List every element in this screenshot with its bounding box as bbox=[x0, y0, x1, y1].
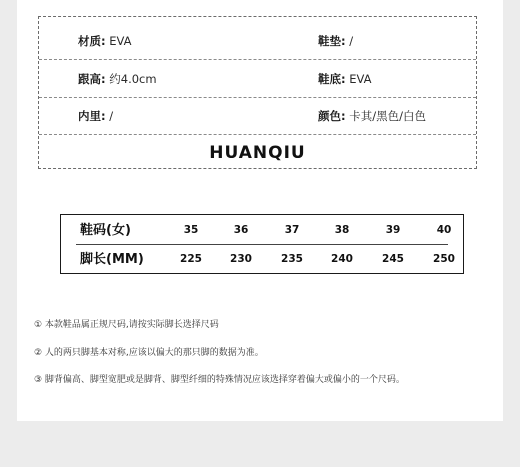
spec-lining bbox=[78, 98, 113, 135]
size-cell: 225 bbox=[180, 253, 202, 265]
size-cell: 37 bbox=[284, 224, 300, 236]
size-note: ③ 脚背偏高、脚型宽肥或是脚背、脚型纤细的特殊情况应该选择穿着偏大或偏小的一个尺码。 bbox=[34, 375, 405, 385]
size-cell: 240 bbox=[331, 253, 353, 265]
size-cell: 38 bbox=[334, 224, 350, 236]
spec-value: / bbox=[349, 34, 354, 48]
size-cell: 39 bbox=[385, 224, 401, 236]
spec-key: 鞋垫: bbox=[318, 34, 346, 48]
size-row-shoe-size bbox=[61, 216, 463, 245]
size-cell: 36 bbox=[233, 224, 249, 236]
spec-box bbox=[38, 16, 477, 169]
size-cell: 40 bbox=[436, 224, 452, 236]
size-cell: 35 bbox=[183, 224, 199, 236]
spec-value: EVA bbox=[349, 72, 372, 86]
spec-key: 跟高: bbox=[78, 72, 106, 86]
spec-heel-height bbox=[78, 61, 157, 98]
spec-key: 材质: bbox=[78, 34, 106, 48]
spec-color bbox=[318, 98, 426, 135]
spec-row bbox=[39, 23, 476, 60]
size-row-label: 鞋码(女) bbox=[80, 223, 131, 238]
spec-row bbox=[39, 98, 476, 135]
spec-value: / bbox=[109, 109, 114, 123]
size-cell: 230 bbox=[230, 253, 252, 265]
size-cell: 235 bbox=[281, 253, 303, 265]
spec-value: 约4.0cm bbox=[109, 72, 157, 86]
size-note: ② 人的两只脚基本对称,应该以偏大的那只脚的数据为准。 bbox=[34, 348, 264, 358]
spec-key: 颜色: bbox=[318, 109, 346, 123]
size-row-label: 脚长(MM) bbox=[80, 252, 144, 267]
size-table bbox=[60, 214, 464, 274]
brand-logo: HUANQIU bbox=[209, 143, 306, 163]
size-note: ① 本款鞋品属正规尺码,请按实际脚长选择尺码 bbox=[34, 320, 219, 330]
size-cell: 245 bbox=[382, 253, 404, 265]
product-detail-card bbox=[17, 0, 503, 421]
spec-insole bbox=[318, 23, 353, 60]
spec-value: 卡其/黑色/白色 bbox=[349, 109, 427, 123]
spec-value: EVA bbox=[109, 34, 132, 48]
spec-key: 鞋底: bbox=[318, 72, 346, 86]
spec-key: 内里: bbox=[78, 109, 106, 123]
size-row-foot-length bbox=[61, 245, 463, 274]
spec-row bbox=[39, 61, 476, 98]
spec-material bbox=[78, 23, 132, 60]
size-cell: 250 bbox=[433, 253, 455, 265]
spec-sole bbox=[318, 61, 372, 98]
